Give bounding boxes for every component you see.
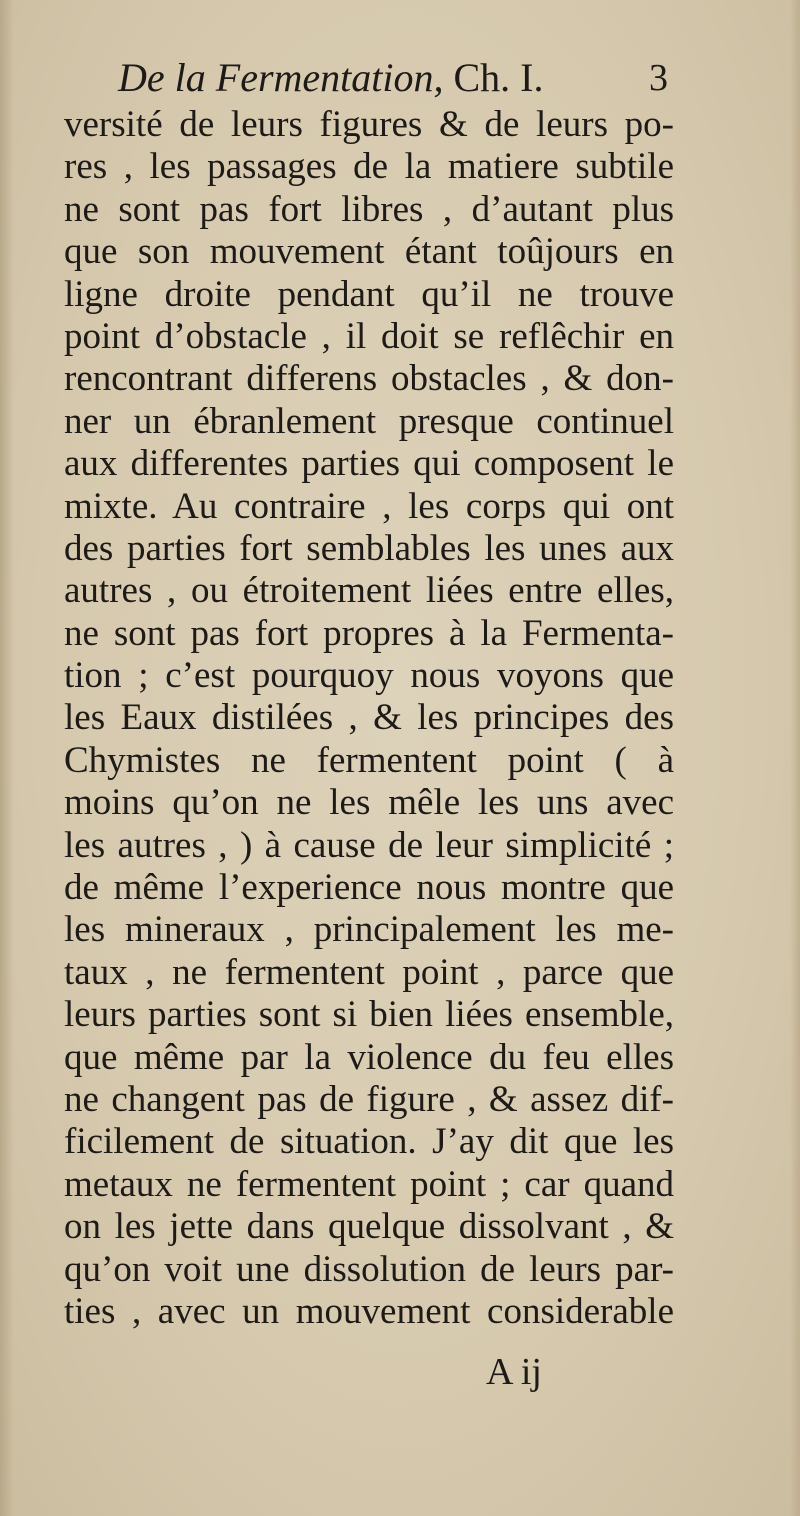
body-text: [64, 104, 674, 1333]
text-line: ne sont pas fort libres , d’autant plus: [64, 188, 674, 230]
page-header: [118, 52, 678, 104]
text-line: Chymistes ne fermentent point ( à: [64, 739, 674, 781]
text-line: ne sont pas fort propres à la Fermenta-: [64, 612, 674, 654]
page-edge-shadow: [790, 0, 800, 1516]
text-line: ner un ébranlement presque continuel: [64, 400, 674, 442]
text-line: tion ; c’est pourquoy nous voyons que: [64, 655, 674, 697]
text-line: que même par la violence du feu elles: [64, 1036, 674, 1078]
page-number: 3: [649, 57, 668, 99]
text-line: que son mouvement étant toûjours en: [64, 231, 674, 273]
text-line: de même l’experience nous montre que: [64, 867, 674, 909]
text-line: res , les passages de la matiere subtile: [64, 146, 674, 188]
page-gutter-shadow: [0, 0, 14, 1516]
text-line: des parties fort semblables les unes aux: [64, 527, 674, 569]
text-line: metaux ne fermentent point ; car quand: [64, 1163, 674, 1205]
running-head-title: De la Fermentation,: [118, 55, 444, 100]
signature-mark: A ij: [486, 1351, 542, 1393]
text-line: ficilement de situation. J’ay dit que les: [64, 1121, 674, 1163]
text-line: leurs parties sont si bien liées ensemble,: [64, 994, 674, 1036]
running-head-chapter: Ch. I.: [443, 55, 544, 100]
text-line: les autres , ) à cause de leur simplicité ;: [64, 824, 674, 866]
text-line: les Eaux distilées , & les principes des: [64, 697, 674, 739]
text-line: aux differentes parties qui composent le: [64, 443, 674, 485]
text-line: point d’obstacle , il doit se reflêchir en: [64, 315, 674, 357]
text-line: on les jette dans quelque dissolvant , &: [64, 1206, 674, 1248]
text-line: ligne droite pendant qu’il ne trouve: [64, 273, 674, 315]
text-line: versité de leurs figures & de leurs po-: [64, 104, 674, 145]
text-line: les mineraux , principalement les me-: [64, 909, 674, 951]
text-line: mixte. Au contraire , les corps qui ont: [64, 485, 674, 527]
text-line: ties , avec un mouvement considerable: [64, 1290, 674, 1332]
text-line: autres , ou étroitement liées entre elles,: [64, 570, 674, 612]
text-line: rencontrant differens obstacles , & don-: [64, 358, 674, 400]
text-line: moins qu’on ne les mêle les uns avec: [64, 782, 674, 824]
running-head: [118, 52, 544, 104]
text-line: qu’on voit une dissolution de leurs par-: [64, 1248, 674, 1290]
text-line: ne changent pas de figure , & assez dif-: [64, 1078, 674, 1120]
text-line: taux , ne fermentent point , parce que: [64, 951, 674, 993]
